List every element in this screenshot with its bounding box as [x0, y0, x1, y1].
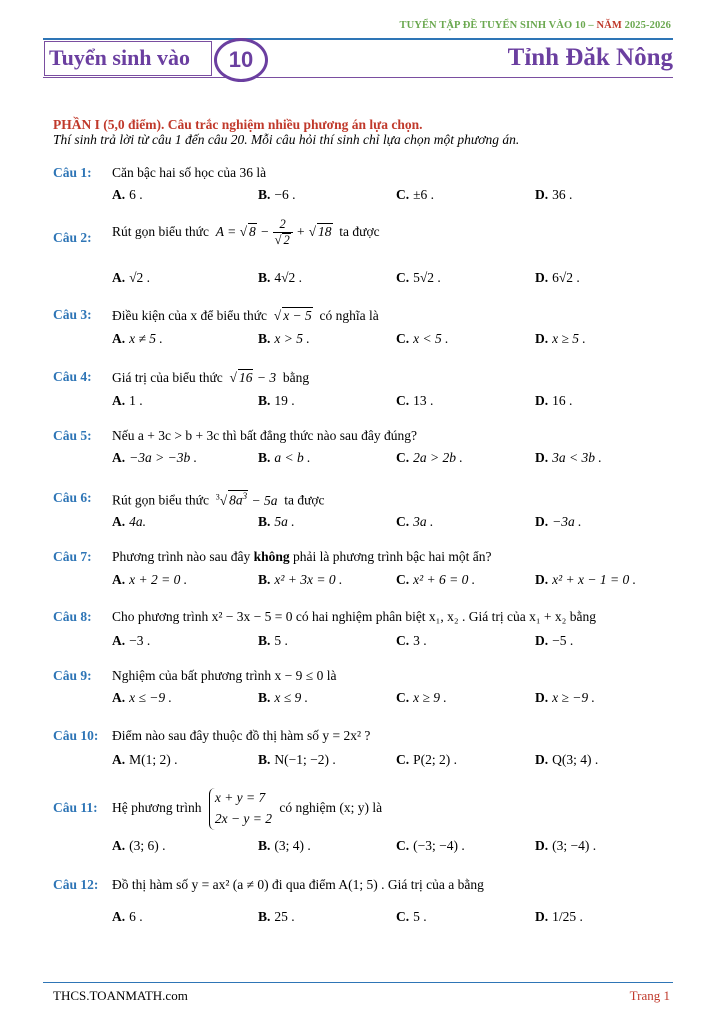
option-c[interactable]: C. 5 .	[396, 909, 427, 924]
option-c[interactable]: C. 5√2 .	[396, 270, 441, 285]
option-b[interactable]: B. x² + 3x = 0 .	[258, 572, 343, 587]
question-text: Nếu a + 3c > b + 3c thì bất đẳng thức nào sau đây đúng?	[112, 428, 417, 443]
option-d[interactable]: D. x ≥ −9 .	[535, 690, 595, 705]
option-a[interactable]: A. x ≤ −9 .	[112, 690, 172, 705]
question-text: Nghiệm của bất phương trình x − 9 ≤ 0 là	[112, 668, 337, 683]
header-number-badge: 10	[214, 38, 268, 82]
footer-divider	[43, 982, 673, 983]
option-b[interactable]: B. 19 .	[258, 393, 295, 408]
option-d[interactable]: D. (3; −4) .	[535, 838, 597, 853]
option-d[interactable]: D. 16 .	[535, 393, 573, 408]
question-label: Câu 1:	[53, 165, 92, 180]
option-b[interactable]: B. x ≤ 9 .	[258, 690, 309, 705]
option-c[interactable]: C. 3 .	[396, 633, 427, 648]
question-text: Cho phương trình x² − 3x − 5 = 0 có hai nghiệm phân biệt x₁, x₂ . Giá trị của x₁ + x₂ bằng	[112, 609, 596, 624]
option-b[interactable]: B. 5a .	[258, 514, 295, 529]
question-label: Câu 7:	[53, 549, 92, 564]
option-d[interactable]: D. Q(3; 4) .	[535, 752, 599, 767]
question-label: Câu 8:	[53, 609, 92, 624]
option-d[interactable]: D. −5 .	[535, 633, 574, 648]
expression-formula: √ 16 − 3	[229, 370, 277, 385]
option-a[interactable]: A. 6 .	[112, 909, 143, 924]
option-a[interactable]: A. M(1; 2) .	[112, 752, 178, 767]
question-label: Câu 10:	[53, 728, 99, 743]
question-text: Rút gọn biểu thức A = √ 8 − $\frac{2}{√ 2}$ + √ 18 ta được	[112, 217, 380, 247]
question-label: Câu 9:	[53, 668, 92, 683]
question-text: Rút gọn biểu thức $^3$√ $8a^3 - 5a$ ta được	[112, 491, 325, 508]
option-c[interactable]: C. 3a .	[396, 514, 434, 529]
option-b[interactable]: B. 5 .	[258, 633, 288, 648]
option-c[interactable]: C. (−3; −4) .	[396, 838, 465, 853]
option-c[interactable]: C. x < 5 .	[396, 331, 449, 346]
footer-page-number: Trang 1	[629, 988, 670, 1003]
option-b[interactable]: B. x > 5 .	[258, 331, 310, 346]
option-a[interactable]: A. 1 .	[112, 393, 143, 408]
question-text: Căn bậc hai số học của 36 là	[112, 165, 267, 180]
option-b[interactable]: B. a < b .	[258, 450, 311, 465]
option-a[interactable]: A. 4a.	[112, 514, 146, 529]
top-banner: TUYỂN TẬP ĐỀ TUYỂN SINH VÀO 10 – NĂM 2025-2026	[399, 20, 671, 31]
expression-formula: A = √ 8 − $\frac{2}{√ 2}$ + √ 18	[215, 217, 332, 247]
option-b[interactable]: B. N(−1; −2) .	[258, 752, 336, 767]
option-a[interactable]: A. −3 .	[112, 633, 151, 648]
option-c[interactable]: C. 13 .	[396, 393, 434, 408]
option-c[interactable]: C. 2a > 2b .	[396, 450, 463, 465]
expression-formula: √ x − 5	[273, 308, 312, 323]
option-c[interactable]: C. x² + 6 = 0 .	[396, 572, 476, 587]
header-title-right: Tỉnh Đăk Nông	[507, 44, 673, 71]
option-a[interactable]: A. 6 .	[112, 187, 143, 202]
question-label: Câu 12:	[53, 877, 99, 892]
option-b[interactable]: B. −6 .	[258, 187, 296, 202]
option-d[interactable]: D. −3a .	[535, 514, 582, 529]
question-text: Điều kiện của x để biểu thức √ x − 5 có nghĩa là	[112, 308, 379, 323]
option-c[interactable]: C. x ≥ 9 .	[396, 690, 447, 705]
option-b[interactable]: B. 4√2 .	[258, 270, 303, 285]
expression-formula: $^3$√ $8a^3 - 5a$	[215, 491, 278, 508]
question-text: Giá trị của biểu thức √ 16 − 3 bằng	[112, 370, 310, 385]
option-a[interactable]: A. x ≠ 5 .	[112, 331, 163, 346]
question-label: Câu 2:	[53, 230, 92, 245]
question-label: Câu 4:	[53, 369, 92, 384]
footer-site: THCS.TOANMATH.com	[53, 988, 188, 1003]
option-d[interactable]: D. 6√2 .	[535, 270, 580, 285]
question-label: Câu 3:	[53, 307, 92, 322]
question-text: Điểm nào sau đây thuộc đồ thị hàm số y = 2x² ?	[112, 728, 371, 743]
option-b[interactable]: B. (3; 4) .	[258, 838, 311, 853]
option-a[interactable]: A. −3a > −3b .	[112, 450, 197, 465]
question-label: Câu 5:	[53, 428, 92, 443]
option-a[interactable]: A. x + 2 = 0 .	[112, 572, 188, 587]
option-d[interactable]: D. 1/25 .	[535, 909, 583, 924]
part-subtitle: Thí sinh trả lời từ câu 1 đến câu 20. Mỗi câu hỏi thí sinh chỉ lựa chọn một phương án.	[53, 132, 520, 147]
option-b[interactable]: B. 25 .	[258, 909, 295, 924]
question-text: Phương trình nào sau đây không phải là phương trình bậc hai một ẩn?	[112, 549, 492, 564]
option-d[interactable]: D. 36 .	[535, 187, 573, 202]
header-title-left: Tuyển sinh vào	[44, 41, 212, 76]
question-text: Hệ phương trình x + y = 7 2x − y = 2 có nghiệm (x; y) là	[112, 788, 382, 830]
option-d[interactable]: D. 3a < 3b .	[535, 450, 602, 465]
option-d[interactable]: D. x ≥ 5 .	[535, 331, 586, 346]
option-c[interactable]: C. ±6 .	[396, 187, 435, 202]
equation-system: x + y = 7 2x − y = 2	[209, 788, 272, 830]
question-text: Đồ thị hàm số y = ax² (a ≠ 0) đi qua điểm A(1; 5) . Giá trị của a bằng	[112, 877, 484, 892]
question-label: Câu 11:	[53, 800, 98, 815]
question-label: Câu 6:	[53, 490, 92, 505]
part-title: PHẦN I (5,0 điểm). Câu trắc nghiệm nhiều phương án lựa chọn.	[53, 117, 423, 132]
option-c[interactable]: C. P(2; 2) .	[396, 752, 457, 767]
option-a[interactable]: A. √2 .	[112, 270, 151, 285]
option-d[interactable]: D. x² + x − 1 = 0 .	[535, 572, 636, 587]
option-a[interactable]: A. (3; 6) .	[112, 838, 166, 853]
